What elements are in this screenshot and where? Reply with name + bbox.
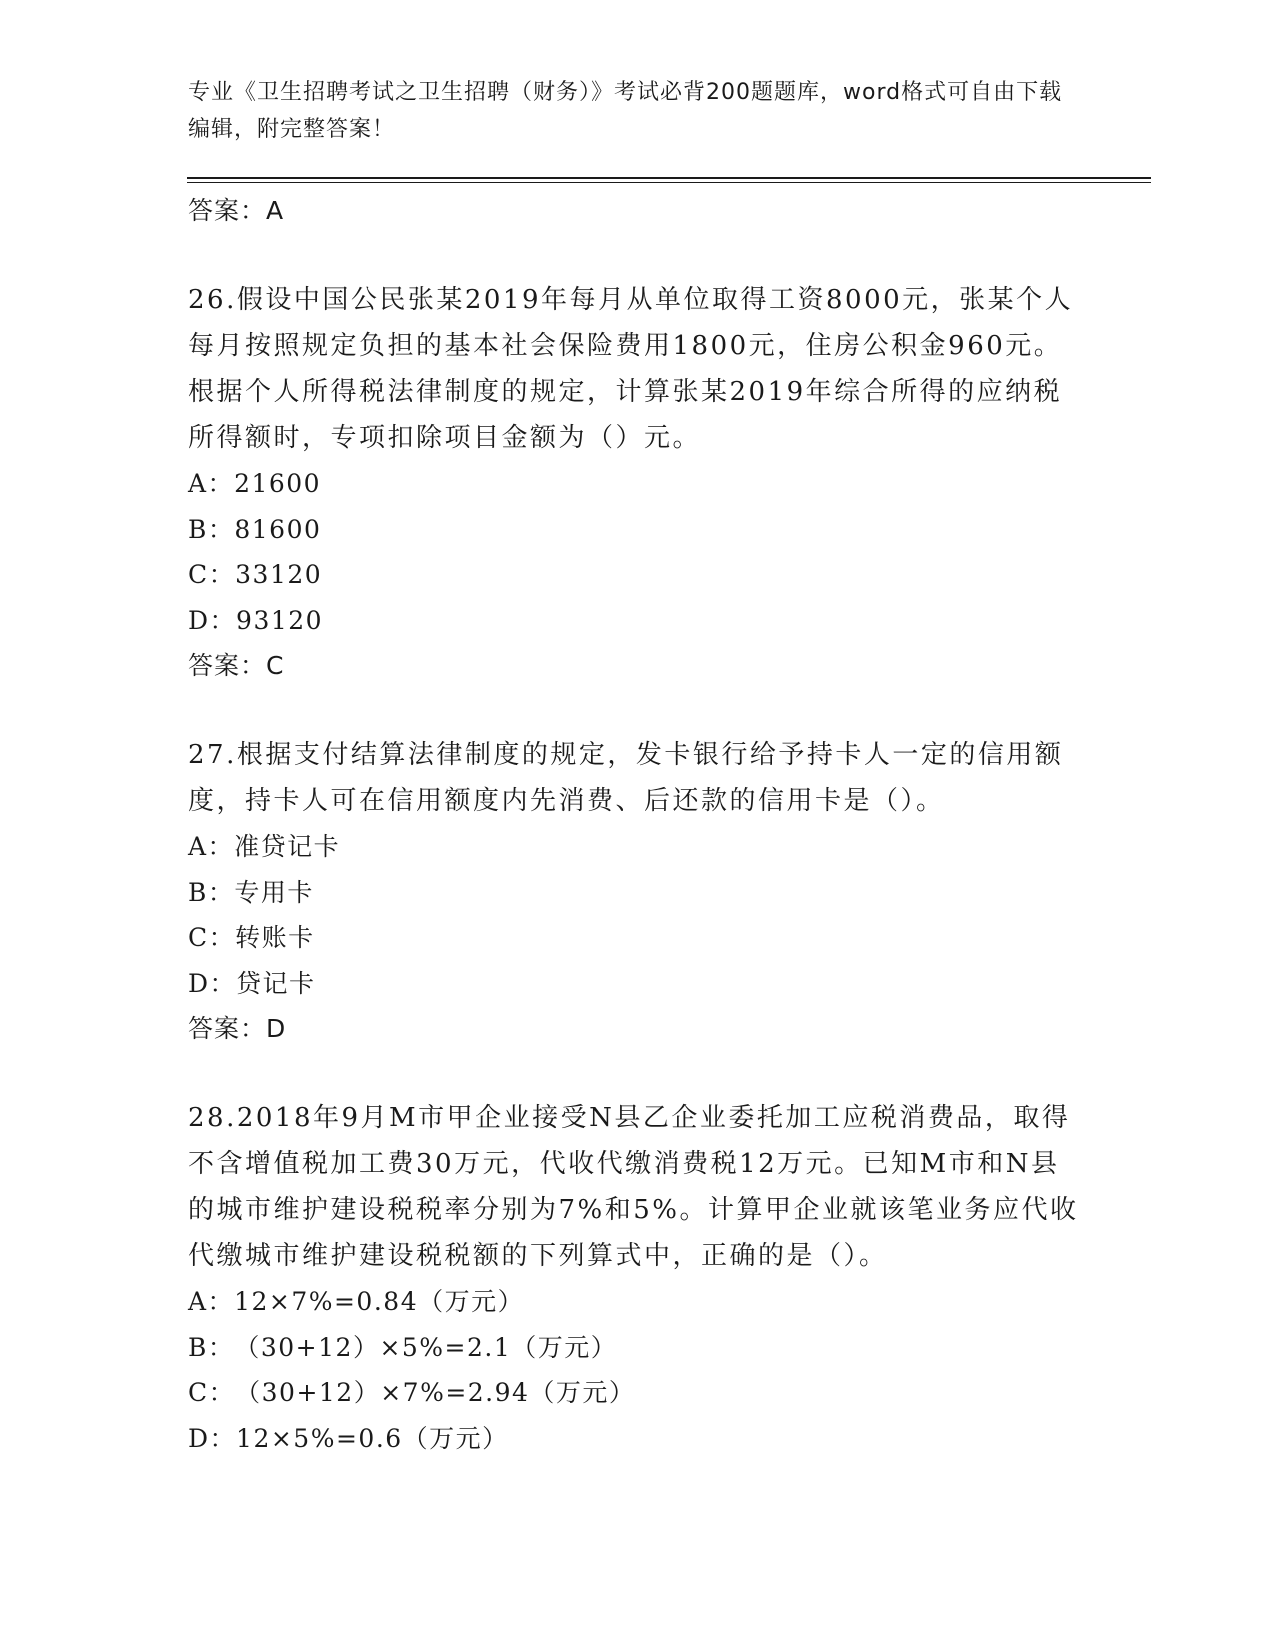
option-text: 专用卡	[234, 877, 314, 907]
option-key: C：	[188, 1378, 236, 1407]
option-key: B：	[188, 514, 235, 544]
question-text: 26.假设中国公民张某2019年每月从单位取得工资8000元，张某个人每月按照规定负担的基本社会保险费用1800元，住房公积金960元。根据个人所得税法律制度的规定，计算张某2019年综合所得的应纳税所得额时，专项扣除项目金额为（）元。	[188, 285, 1074, 453]
question-text: 27.根据支付结算法律制度的规定，发卡银行给予持卡人一定的信用额度，持卡人可在信用额度内先消费、后还款的信用卡是（）。	[188, 740, 1064, 816]
option-a	[188, 461, 1088, 507]
option-key: A：	[188, 832, 235, 861]
document-body	[188, 188, 1088, 1461]
option-key: D：	[188, 605, 237, 635]
question-27	[188, 732, 1088, 1052]
question-26	[188, 277, 1088, 689]
option-key: D：	[188, 968, 237, 998]
option-key: C：	[188, 560, 236, 589]
option-b	[188, 1325, 1088, 1371]
option-text: 12×7%=0.84（万元）	[234, 1287, 525, 1316]
option-key: C：	[188, 923, 236, 952]
option-d	[188, 961, 1088, 1007]
option-text: 12×5%=0.6（万元）	[236, 1423, 509, 1453]
option-key: B：	[188, 877, 235, 907]
option-text: 21600	[234, 469, 322, 498]
option-text: （30+12）×5%=2.1（万元）	[234, 1332, 618, 1362]
option-key: A：	[188, 469, 235, 498]
answer-line: 答案：D	[188, 1014, 287, 1043]
option-a	[188, 1279, 1088, 1325]
option-text: 转账卡	[235, 923, 315, 952]
option-text: 贷记卡	[236, 968, 316, 998]
header-divider-thin	[187, 182, 1151, 183]
question-28	[188, 1095, 1088, 1461]
option-c	[188, 915, 1088, 961]
option-text: 准贷记卡	[234, 832, 341, 861]
option-c	[188, 552, 1088, 598]
answer-line: 答案：A	[188, 196, 285, 225]
header-divider-thick	[187, 177, 1151, 179]
option-text: （30+12）×7%=2.94（万元）	[235, 1378, 636, 1407]
question-text: 28.2018年9月M市甲企业接受N县乙企业委托加工应税消费品，取得不含增值税加工费30万元，代收代缴消费税12万元。已知M市和N县的城市维护建设税税率分别为7%和5%。计算甲企业就该笔业务应代收代缴城市维护建设税税额的下列算式中，正确的是（）。	[188, 1103, 1079, 1271]
option-a	[188, 824, 1088, 870]
option-key: A：	[188, 1287, 235, 1316]
option-text: 81600	[234, 514, 322, 544]
option-key: D：	[188, 1423, 237, 1453]
answer-line: 答案：C	[188, 651, 285, 680]
document-header: 专业《卫生招聘考试之卫生招聘（财务）》考试必背200题题库，word格式可自由下载编辑，附完整答案！	[188, 80, 1063, 142]
option-text: 33120	[235, 560, 323, 589]
option-text: 93120	[236, 605, 324, 635]
option-d	[188, 1416, 1088, 1462]
option-key: B：	[188, 1332, 235, 1362]
option-c	[188, 1370, 1088, 1416]
option-b	[188, 870, 1088, 916]
option-d	[188, 598, 1088, 644]
option-b	[188, 507, 1088, 553]
